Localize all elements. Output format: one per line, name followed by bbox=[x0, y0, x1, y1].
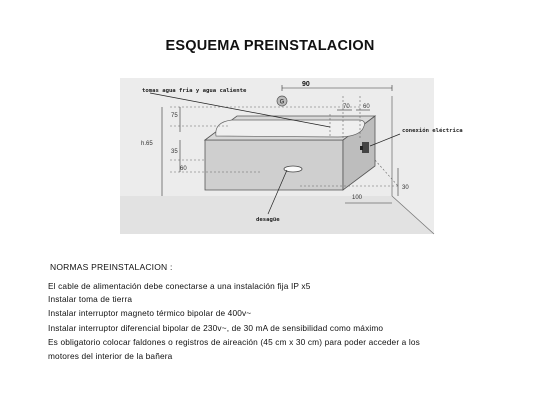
dim-top-width: 90 bbox=[302, 81, 310, 88]
label-electrical: conexión eléctrica bbox=[402, 128, 463, 134]
notes-heading: NORMAS PREINSTALACION : bbox=[50, 262, 173, 272]
label-drain: desagüe bbox=[256, 217, 280, 223]
dim-35: 35 bbox=[171, 149, 178, 155]
note-item: Es obligatorio colocar faldones o registros de aireación (45 cm x 30 cm) para poder acceder a los bbox=[48, 337, 420, 347]
dim-75: 75 bbox=[171, 113, 178, 119]
note-item: Instalar interruptor diferencial bipolar de 230v~, de 30 mA de sensibilidad como máximo bbox=[48, 323, 384, 333]
note-item: motores del interior de la bañera bbox=[48, 351, 173, 361]
electrical-box-icon bbox=[362, 142, 369, 153]
note-item: Instalar toma de tierra bbox=[48, 294, 133, 304]
dim-60-top: 60 bbox=[363, 104, 370, 110]
note-item: El cable de alimentación debe conectarse a una instalación fija IP x5 bbox=[48, 281, 311, 291]
label-water-inlets: tomas agua fria y agua caliente bbox=[142, 88, 247, 94]
dim-60-left: 60 bbox=[180, 166, 187, 172]
bathtub-front bbox=[205, 140, 343, 190]
note-item: Instalar interruptor magneto térmico bipolar de 400v~ bbox=[48, 308, 252, 318]
svg-text:G: G bbox=[279, 99, 285, 106]
dim-h65: h.65 bbox=[141, 141, 153, 147]
bathtub-basin bbox=[216, 120, 365, 137]
dim-100: 100 bbox=[352, 195, 363, 201]
page-title: ESQUEMA PREINSTALACION bbox=[165, 38, 375, 54]
floor-plane bbox=[120, 196, 434, 234]
dim-70: 70 bbox=[343, 104, 350, 110]
dim-30: 30 bbox=[402, 185, 409, 191]
